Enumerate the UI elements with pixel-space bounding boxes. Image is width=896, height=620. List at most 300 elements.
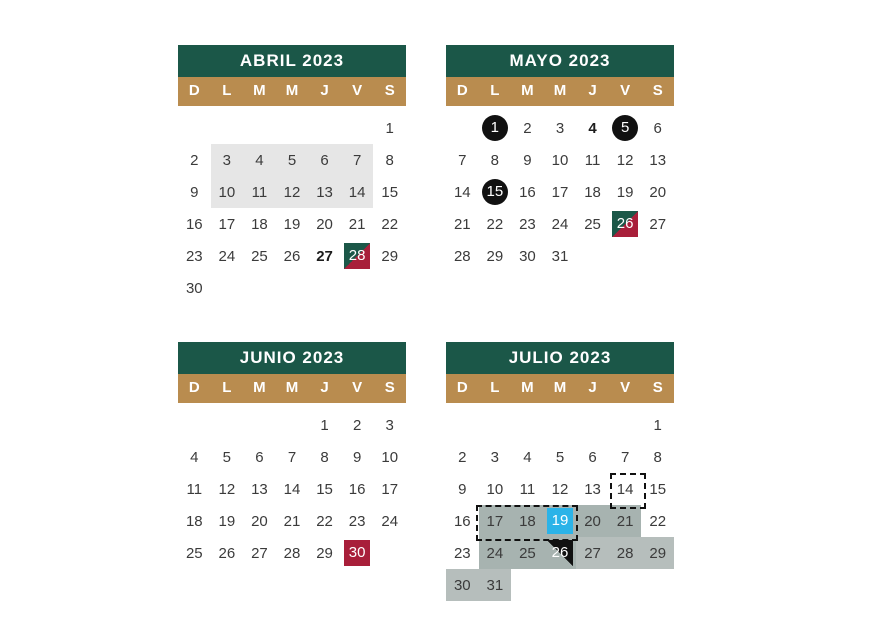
day-cell[interactable]: [243, 441, 276, 473]
day-cell[interactable]: [341, 208, 374, 240]
day-cell[interactable]: [446, 240, 479, 272]
day-cell[interactable]: [576, 176, 609, 208]
day-number: 8: [320, 448, 329, 466]
day-cell[interactable]: [479, 441, 512, 473]
day-number: 29: [381, 247, 399, 265]
day-cell[interactable]: [276, 144, 309, 176]
day-cell[interactable]: [373, 441, 406, 473]
day-cell[interactable]: [373, 240, 406, 272]
weekday-label: M: [253, 379, 266, 396]
day-cell[interactable]: [276, 240, 309, 272]
day-number: 27: [316, 247, 333, 265]
day-cell[interactable]: [276, 505, 309, 537]
weekday-label: L: [490, 82, 500, 99]
day-number: 26: [218, 544, 236, 562]
day-number: 25: [519, 544, 536, 562]
day-number: 31: [551, 247, 569, 265]
day-cell[interactable]: [308, 176, 341, 208]
day-cell[interactable]: [178, 272, 211, 304]
day-number: 1: [653, 416, 662, 434]
day-number: 19: [283, 215, 301, 233]
day-cell[interactable]: [276, 176, 309, 208]
day-number: 16: [185, 215, 203, 233]
day-number: 2: [352, 416, 362, 434]
day-cell[interactable]: [479, 112, 512, 144]
day-number: 13: [251, 480, 268, 498]
day-cell-empty: [511, 409, 544, 441]
weekday-label: M: [285, 82, 299, 99]
day-number: 18: [185, 512, 203, 530]
day-cell[interactable]: [479, 144, 512, 176]
day-cell-empty: [609, 409, 642, 441]
weekday-label: M: [553, 82, 567, 99]
weekday-label: L: [222, 379, 232, 396]
day-cell[interactable]: [446, 208, 479, 240]
day-cell[interactable]: [511, 144, 544, 176]
day-cell[interactable]: [609, 441, 642, 473]
day-number: 12: [616, 151, 634, 169]
day-number: 21: [453, 215, 471, 233]
day-number: 3: [222, 151, 232, 169]
day-number: 9: [523, 151, 532, 169]
day-cell[interactable]: [308, 537, 341, 569]
day-number: 27: [584, 544, 601, 562]
day-number: 6: [588, 448, 597, 466]
day-number: 4: [588, 119, 597, 137]
weekday-header-row: [178, 77, 406, 106]
day-cell[interactable]: [276, 473, 309, 505]
days-grid: [446, 112, 674, 272]
day-number: 11: [584, 151, 601, 169]
day-number: 20: [584, 512, 601, 530]
day-cell[interactable]: [641, 112, 674, 144]
day-number: 28: [344, 243, 370, 269]
day-number: 15: [482, 179, 508, 205]
day-cell[interactable]: [308, 208, 341, 240]
day-cell[interactable]: [373, 144, 406, 176]
day-cell[interactable]: [373, 176, 406, 208]
day-number: 24: [381, 512, 399, 530]
day-number: 30: [519, 247, 536, 265]
day-cell[interactable]: [276, 537, 309, 569]
day-number: 11: [519, 480, 536, 498]
weekday-header-row: [178, 374, 406, 403]
day-number: 15: [649, 480, 667, 498]
day-number: 10: [551, 151, 569, 169]
day-cell[interactable]: [544, 144, 577, 176]
day-cell[interactable]: [511, 208, 544, 240]
day-cell[interactable]: [544, 240, 577, 272]
month-mayo: [446, 45, 674, 272]
day-number: 24: [551, 215, 569, 233]
weekday-label: S: [384, 379, 395, 396]
day-number: 26: [283, 247, 301, 265]
day-number: 13: [584, 480, 601, 498]
day-number: 1: [482, 115, 508, 141]
day-cell[interactable]: [609, 112, 642, 144]
day-number: 5: [222, 448, 232, 466]
day-cell[interactable]: [641, 473, 674, 505]
day-number: 3: [385, 416, 394, 434]
day-cell[interactable]: [446, 441, 479, 473]
day-number: 17: [381, 480, 399, 498]
day-cell-empty: [243, 409, 276, 441]
day-cell-empty: [276, 409, 309, 441]
day-number: 19: [547, 508, 573, 534]
day-cell-empty: [446, 112, 479, 144]
weekday-label: V: [620, 379, 631, 396]
day-cell-empty: [479, 409, 512, 441]
day-number: 30: [185, 279, 203, 297]
day-number: 7: [458, 151, 467, 169]
day-cell[interactable]: [511, 537, 544, 569]
day-number: 24: [486, 544, 504, 562]
day-cell[interactable]: [373, 473, 406, 505]
weekday-label: V: [352, 82, 363, 99]
day-cell[interactable]: [243, 176, 276, 208]
day-cell[interactable]: [641, 208, 674, 240]
day-cell[interactable]: [609, 208, 642, 240]
day-number: 20: [649, 183, 667, 201]
day-cell[interactable]: [641, 176, 674, 208]
day-cell[interactable]: [511, 176, 544, 208]
day-cell[interactable]: [178, 144, 211, 176]
day-number: 7: [287, 448, 297, 466]
day-cell[interactable]: [373, 208, 406, 240]
day-number: 8: [490, 151, 500, 169]
day-cell[interactable]: [308, 409, 341, 441]
day-number: 25: [251, 247, 268, 265]
day-number: 11: [186, 480, 203, 498]
day-number: 12: [283, 183, 301, 201]
day-cell[interactable]: [576, 208, 609, 240]
weekday-label: M: [553, 379, 567, 396]
day-number: 23: [453, 544, 471, 562]
day-cell[interactable]: [641, 537, 674, 569]
day-number: 5: [612, 115, 638, 141]
day-number: 14: [283, 480, 301, 498]
day-cell[interactable]: [641, 144, 674, 176]
day-cell[interactable]: [211, 505, 244, 537]
day-cell[interactable]: [446, 505, 479, 537]
weekday-label: M: [521, 82, 534, 99]
day-number: 4: [190, 448, 199, 466]
day-number: 18: [251, 215, 268, 233]
day-cell[interactable]: [178, 537, 211, 569]
day-cell-empty: [178, 409, 211, 441]
day-number: 12: [218, 480, 236, 498]
day-cell-empty: [178, 112, 211, 144]
day-cell[interactable]: [341, 473, 374, 505]
day-cell[interactable]: [276, 441, 309, 473]
day-number: 30: [344, 540, 370, 566]
day-number: 10: [381, 448, 399, 466]
days-grid: [178, 409, 406, 569]
day-cell[interactable]: [576, 473, 609, 505]
day-number: 27: [649, 215, 667, 233]
day-number: 3: [555, 119, 565, 137]
day-number: 30: [453, 576, 471, 594]
day-cell[interactable]: [243, 473, 276, 505]
day-cell[interactable]: [243, 208, 276, 240]
day-cell[interactable]: [446, 176, 479, 208]
day-number: 31: [486, 576, 504, 594]
day-number: 22: [649, 512, 667, 530]
day-cell[interactable]: [243, 240, 276, 272]
day-cell[interactable]: [479, 208, 512, 240]
day-number: 15: [316, 480, 333, 498]
day-number: 14: [348, 183, 366, 201]
weekday-label: M: [521, 379, 534, 396]
day-cell-empty: [211, 112, 244, 144]
day-number: 1: [320, 416, 329, 434]
weekday-label: M: [253, 82, 266, 99]
day-cell-empty: [211, 409, 244, 441]
day-cell-empty: [308, 112, 341, 144]
day-cell[interactable]: [341, 409, 374, 441]
day-number: 12: [551, 480, 569, 498]
day-cell[interactable]: [479, 473, 512, 505]
day-cell[interactable]: [308, 240, 341, 272]
weekday-label: S: [652, 82, 663, 99]
day-number: 25: [584, 215, 601, 233]
day-cell[interactable]: [178, 240, 211, 272]
day-number: 19: [218, 512, 236, 530]
month-abril: [178, 45, 406, 304]
weekday-label: D: [456, 82, 468, 99]
day-cell[interactable]: [641, 505, 674, 537]
day-number: 8: [385, 151, 394, 169]
day-cell-empty: [243, 112, 276, 144]
day-number: 28: [283, 544, 301, 562]
month-junio: [178, 342, 406, 569]
day-number: 7: [352, 151, 362, 169]
day-cell-empty: [446, 409, 479, 441]
day-number: 14: [453, 183, 471, 201]
day-cell[interactable]: [576, 112, 609, 144]
day-cell[interactable]: [511, 505, 544, 537]
day-cell[interactable]: [479, 176, 512, 208]
day-number: 17: [486, 512, 504, 530]
day-cell[interactable]: [243, 144, 276, 176]
month-title: JULIO 2023: [446, 342, 674, 374]
day-number: 29: [316, 544, 333, 562]
day-cell[interactable]: [511, 240, 544, 272]
day-number: 22: [486, 215, 504, 233]
weekday-label: D: [188, 379, 200, 396]
day-cell[interactable]: [308, 441, 341, 473]
day-number: 28: [616, 544, 634, 562]
day-number: 9: [190, 183, 199, 201]
weekday-label: S: [384, 82, 395, 99]
day-cell[interactable]: [446, 144, 479, 176]
day-cell[interactable]: [243, 537, 276, 569]
day-cell[interactable]: [609, 505, 642, 537]
day-number: 15: [381, 183, 399, 201]
day-number: 23: [348, 512, 366, 530]
day-cell-empty: [341, 112, 374, 144]
day-cell[interactable]: [479, 240, 512, 272]
day-cell[interactable]: [544, 208, 577, 240]
day-number: 20: [251, 512, 268, 530]
day-cell[interactable]: [178, 208, 211, 240]
day-number: 11: [251, 183, 268, 201]
day-cell[interactable]: [479, 537, 512, 569]
weekday-label: D: [188, 82, 200, 99]
day-cell[interactable]: [373, 409, 406, 441]
day-cell[interactable]: [341, 240, 374, 272]
day-cell[interactable]: [576, 537, 609, 569]
day-cell[interactable]: [576, 505, 609, 537]
day-cell[interactable]: [211, 537, 244, 569]
day-cell[interactable]: [308, 473, 341, 505]
day-cell[interactable]: [178, 176, 211, 208]
day-number: 21: [283, 512, 301, 530]
weekday-label: M: [285, 379, 299, 396]
days-grid: [178, 112, 406, 304]
day-number: 2: [458, 448, 467, 466]
day-cell[interactable]: [544, 505, 577, 537]
weekday-label: J: [588, 379, 597, 396]
day-number: 19: [616, 183, 634, 201]
day-number: 23: [185, 247, 203, 265]
weekday-label: J: [320, 379, 329, 396]
day-number: 23: [519, 215, 536, 233]
day-cell[interactable]: [641, 409, 674, 441]
month-title: ABRIL 2023: [178, 45, 406, 77]
day-number: 4: [255, 151, 264, 169]
day-cell[interactable]: [576, 441, 609, 473]
day-cell[interactable]: [576, 144, 609, 176]
day-number: 2: [190, 151, 199, 169]
day-cell[interactable]: [341, 144, 374, 176]
day-number: 4: [523, 448, 532, 466]
day-cell[interactable]: [544, 441, 577, 473]
day-number: 18: [519, 512, 536, 530]
weekday-label: J: [320, 82, 329, 99]
day-number: 9: [458, 480, 467, 498]
day-number: 7: [620, 448, 630, 466]
day-cell[interactable]: [308, 505, 341, 537]
day-cell[interactable]: [276, 208, 309, 240]
day-cell[interactable]: [609, 537, 642, 569]
day-cell-empty: [576, 409, 609, 441]
day-number: 21: [348, 215, 366, 233]
weekday-label: J: [588, 82, 597, 99]
day-cell[interactable]: [446, 537, 479, 569]
day-cell[interactable]: [211, 176, 244, 208]
day-cell[interactable]: [341, 176, 374, 208]
day-cell[interactable]: [479, 569, 512, 601]
day-cell[interactable]: [308, 144, 341, 176]
day-cell[interactable]: [178, 441, 211, 473]
day-cell[interactable]: [511, 112, 544, 144]
weekday-label: L: [222, 82, 232, 99]
day-cell[interactable]: [446, 569, 479, 601]
day-cell[interactable]: [609, 176, 642, 208]
day-number: 8: [653, 448, 662, 466]
day-number: 3: [490, 448, 500, 466]
day-cell[interactable]: [511, 473, 544, 505]
day-number: 6: [320, 151, 329, 169]
day-cell[interactable]: [341, 537, 374, 569]
weekday-label: V: [620, 82, 631, 99]
day-cell[interactable]: [211, 208, 244, 240]
day-number: 16: [453, 512, 471, 530]
day-number: 6: [653, 119, 662, 137]
weekday-label: S: [652, 379, 663, 396]
day-number: 21: [616, 512, 634, 530]
day-number: 16: [519, 183, 536, 201]
day-number: 17: [218, 215, 236, 233]
day-number: 25: [185, 544, 203, 562]
weekday-label: L: [490, 379, 500, 396]
day-cell[interactable]: [211, 144, 244, 176]
day-number: 1: [385, 119, 394, 137]
day-cell[interactable]: [373, 112, 406, 144]
day-number: 13: [316, 183, 333, 201]
day-cell[interactable]: [511, 441, 544, 473]
day-number: 29: [486, 247, 504, 265]
day-number: 16: [348, 480, 366, 498]
day-cell[interactable]: [544, 176, 577, 208]
day-cell[interactable]: [211, 441, 244, 473]
day-cell[interactable]: [544, 473, 577, 505]
day-cell[interactable]: [341, 505, 374, 537]
day-cell[interactable]: [609, 473, 642, 505]
day-number: 2: [523, 119, 532, 137]
day-cell[interactable]: [479, 505, 512, 537]
day-cell[interactable]: [544, 537, 577, 569]
month-julio: [446, 342, 674, 601]
month-title: JUNIO 2023: [178, 342, 406, 374]
day-number: 24: [218, 247, 236, 265]
day-number: 10: [218, 183, 236, 201]
day-cell[interactable]: [211, 240, 244, 272]
day-number: 13: [649, 151, 667, 169]
day-number: 14: [616, 480, 634, 498]
day-number: 5: [555, 448, 565, 466]
day-number: 10: [486, 480, 504, 498]
day-number: 28: [453, 247, 471, 265]
day-cell-empty: [276, 112, 309, 144]
day-number: 27: [251, 544, 268, 562]
day-cell[interactable]: [243, 505, 276, 537]
day-number: 6: [255, 448, 264, 466]
day-cell[interactable]: [544, 112, 577, 144]
day-number: 29: [649, 544, 667, 562]
day-number: 9: [352, 448, 362, 466]
day-cell[interactable]: [178, 473, 211, 505]
day-number: 5: [287, 151, 297, 169]
day-cell[interactable]: [609, 144, 642, 176]
day-cell[interactable]: [373, 505, 406, 537]
weekday-label: V: [352, 379, 363, 396]
weekday-header-row: [446, 374, 674, 403]
weekday-header-row: [446, 77, 674, 106]
days-grid: [446, 409, 674, 601]
weekday-label: D: [456, 379, 468, 396]
day-number: 26: [547, 540, 573, 566]
day-cell[interactable]: [446, 473, 479, 505]
day-cell[interactable]: [211, 473, 244, 505]
day-number: 18: [584, 183, 601, 201]
day-cell[interactable]: [641, 441, 674, 473]
day-number: 22: [316, 512, 333, 530]
day-cell[interactable]: [341, 441, 374, 473]
day-cell[interactable]: [178, 505, 211, 537]
day-cell-empty: [544, 409, 577, 441]
